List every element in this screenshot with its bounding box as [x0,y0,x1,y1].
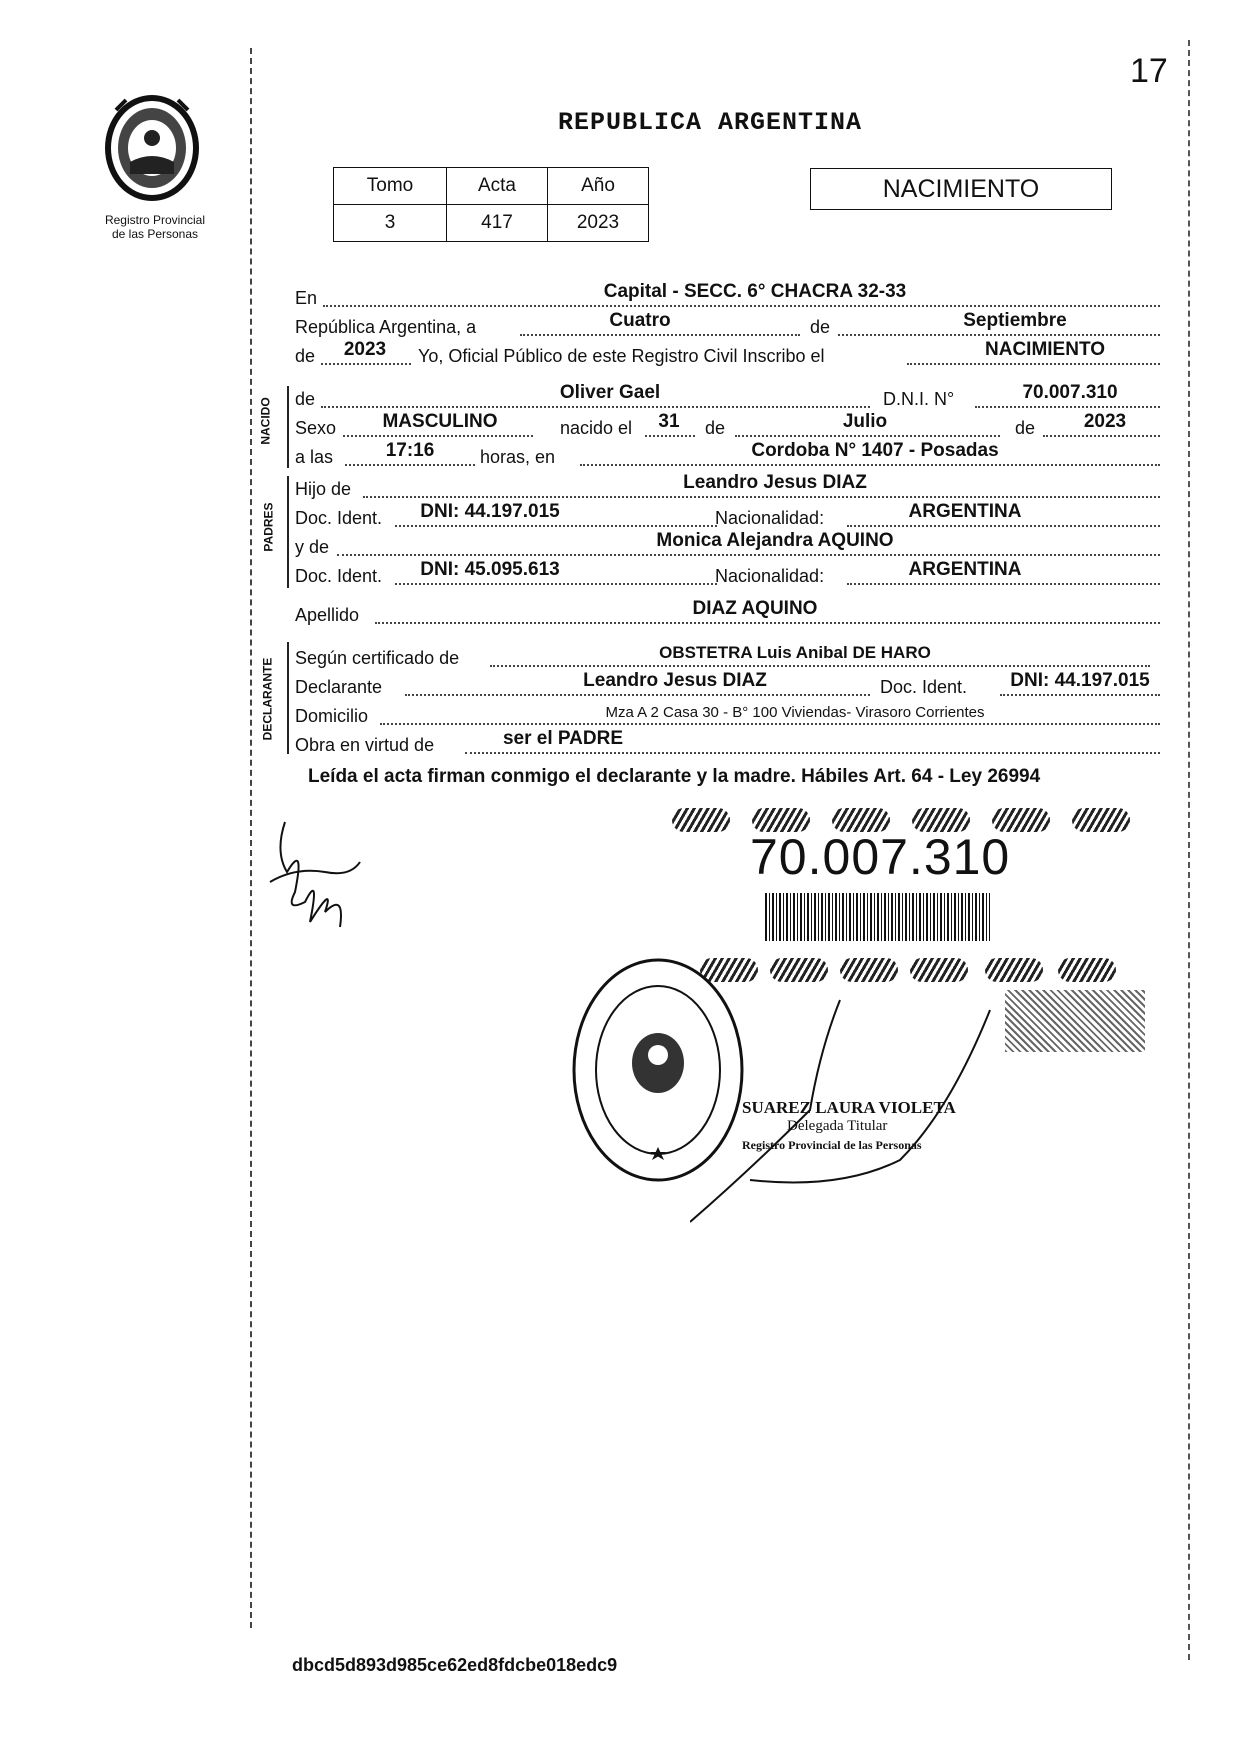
label-dni: D.N.I. N° [883,389,955,409]
document-hash: dbcd5d893d985ce62ed8fdcbe018edc9 [292,1655,618,1675]
record-table [333,167,649,242]
label-a-las: a las [295,447,334,467]
signatory-title: Delegada Titular [787,1118,888,1134]
value-dni: 70.007.310 [1022,382,1118,403]
label-de: de [810,317,831,337]
label-declarante: Declarante [295,677,383,697]
value-domicilio: Mza A 2 Casa 30 - B° 100 Viviendas- Virasoro Corrientes [605,704,985,721]
dots [520,334,800,336]
label-nac-padre: Nacionalidad: [715,508,825,528]
declarant-signature-icon [265,812,365,932]
record-value-acta: 417 [447,205,548,242]
dots [907,363,1160,365]
dots [465,752,1160,754]
label-sexo: Sexo [295,418,337,438]
dots [363,496,1160,498]
dots [405,694,870,696]
row-hora [295,442,1160,468]
label-apellido: Apellido [295,605,360,625]
row-apellido [295,600,1160,626]
right-margin-line [1188,40,1190,1660]
dots [345,464,475,466]
dots [375,622,1160,624]
dots [580,464,1160,466]
value-declarante: Leandro Jesus DIAZ [583,670,767,691]
closing-text: Leída el acta firman conmigo el declarante y la madre. Hábiles Art. 64 - Ley 26994 [308,766,1041,787]
label-en: En [295,288,318,308]
value-decl-doc: DNI: 44.197.015 [1010,670,1150,691]
value-sexo: MASCULINO [382,411,498,432]
security-rosette-icon [910,958,968,982]
side-label-nacido: NACIDO [258,397,273,445]
label-nombre-de: de [295,389,316,409]
value-dia-nac: 31 [658,411,680,432]
record-value-tomo: 3 [334,205,447,242]
label-decl-doc: Doc. Ident. [880,677,968,697]
label-inscribo: Yo, Oficial Público de este Registro Civil Inscribo el [418,346,825,366]
dots [321,406,870,408]
label-obra: Obra en virtud de [295,735,435,755]
label-republica: República Argentina, a [295,317,477,337]
value-tipo: NACIMIENTO [985,339,1105,360]
value-anio: 2023 [343,339,387,360]
country-title: REPUBLICA ARGENTINA [557,108,863,137]
value-apellido: DIAZ AQUINO [692,598,818,619]
row-lugar [295,283,1160,309]
row-madre [295,532,1160,558]
dots [1043,435,1160,437]
record-value-anio: 2023 [548,205,649,242]
registry-caption [70,213,240,241]
signatory-name: SUAREZ LAURA VIOLETA [742,1098,956,1117]
value-mes-texto: Septiembre [963,310,1067,331]
value-padre-doc: DNI: 44.197.015 [420,501,560,522]
value-dia-texto: Cuatro [609,310,671,331]
row-padre [295,474,1160,500]
value-madre: Monica Alejandra AQUINO [656,530,894,551]
label-horas-en: horas, en [480,447,556,467]
row-fecha-acta [295,312,1160,338]
value-madre-nac: ARGENTINA [908,559,1022,580]
brace-padres [287,476,289,588]
page-number: 17 [1130,52,1168,90]
side-label-padres: PADRES [261,502,276,552]
label-anio: de [295,346,316,366]
dots [337,554,1160,556]
stamp-number: 70.007.310 [750,829,1011,885]
provincial-seal-icon [96,92,208,204]
label-domicilio: Domicilio [295,706,369,726]
dots [1000,694,1160,696]
value-padre: Leandro Jesus DIAZ [683,472,867,493]
security-rosette-icon [672,808,730,832]
label-y-de: y de [295,537,330,557]
label-nac-madre: Nacionalidad: [715,566,825,586]
value-hora: 17:16 [385,440,435,461]
row-inscribo [295,341,1160,367]
row-domicilio [295,701,1160,727]
value-nombre: Oliver Gael [559,382,661,403]
value-mes-nac: Julio [842,411,888,432]
dots [380,723,1160,725]
brace-nacido [287,386,289,468]
label-doc-madre: Doc. Ident. [295,566,383,586]
label-hijo-de: Hijo de [295,479,352,499]
left-margin-line [250,48,252,1628]
label-de3: de [1015,418,1036,438]
record-header-acta: Acta [447,168,548,205]
row-certificado [295,643,1160,669]
security-rosette-icon [1058,958,1116,982]
value-lugar-nac: Cordoba N° 1407 - Posadas [751,440,999,461]
dots [975,406,1160,408]
barcode-icon [765,893,990,941]
label-nacido-el: nacido el [560,418,633,438]
value-madre-doc: DNI: 45.095.613 [420,559,560,580]
label-de2: de [705,418,726,438]
label-doc-padre: Doc. Ident. [295,508,383,528]
row-obra [295,730,1160,756]
dots [735,435,1000,437]
value-padre-nac: ARGENTINA [908,501,1022,522]
row-madre-doc [295,561,1160,587]
security-rosette-icon [770,958,828,982]
record-header-anio: Año [548,168,649,205]
dots [323,305,1160,307]
value-lugar: Capital - SECC. 6° CHACRA 32-33 [603,281,907,302]
dots [645,435,695,437]
label-certificado: Según certificado de [295,648,460,668]
dots [321,363,411,365]
security-rosette-icon [985,958,1043,982]
dots [847,525,1160,527]
signatory-block [742,1098,956,1155]
registry-caption-line1: Registro Provincial [104,213,206,227]
row-padre-doc [295,503,1160,529]
security-rosette-icon [840,958,898,982]
dots [847,583,1160,585]
record-header-tomo: Tomo [334,168,447,205]
dots [343,435,533,437]
side-label-declarante: DECLARANTE [260,657,275,741]
dots [838,334,1160,336]
brace-declarante [287,642,289,754]
security-rosette-icon [1072,808,1130,832]
value-anio-nac: 2023 [1083,411,1127,432]
dots [490,665,1150,667]
row-nombre [295,384,1160,410]
signatory-office: Registro Provincial de las Personas [742,1138,922,1152]
dots [395,525,717,527]
record-type-box: NACIMIENTO [810,168,1112,210]
row-declarante [295,672,1160,698]
registry-caption-line2: de las Personas [111,227,199,241]
value-obra: ser el PADRE [502,728,624,749]
value-certificado: OBSTETRA Luis Anibal DE HARO [659,643,931,662]
dots [395,583,717,585]
row-sexo [295,413,1160,439]
